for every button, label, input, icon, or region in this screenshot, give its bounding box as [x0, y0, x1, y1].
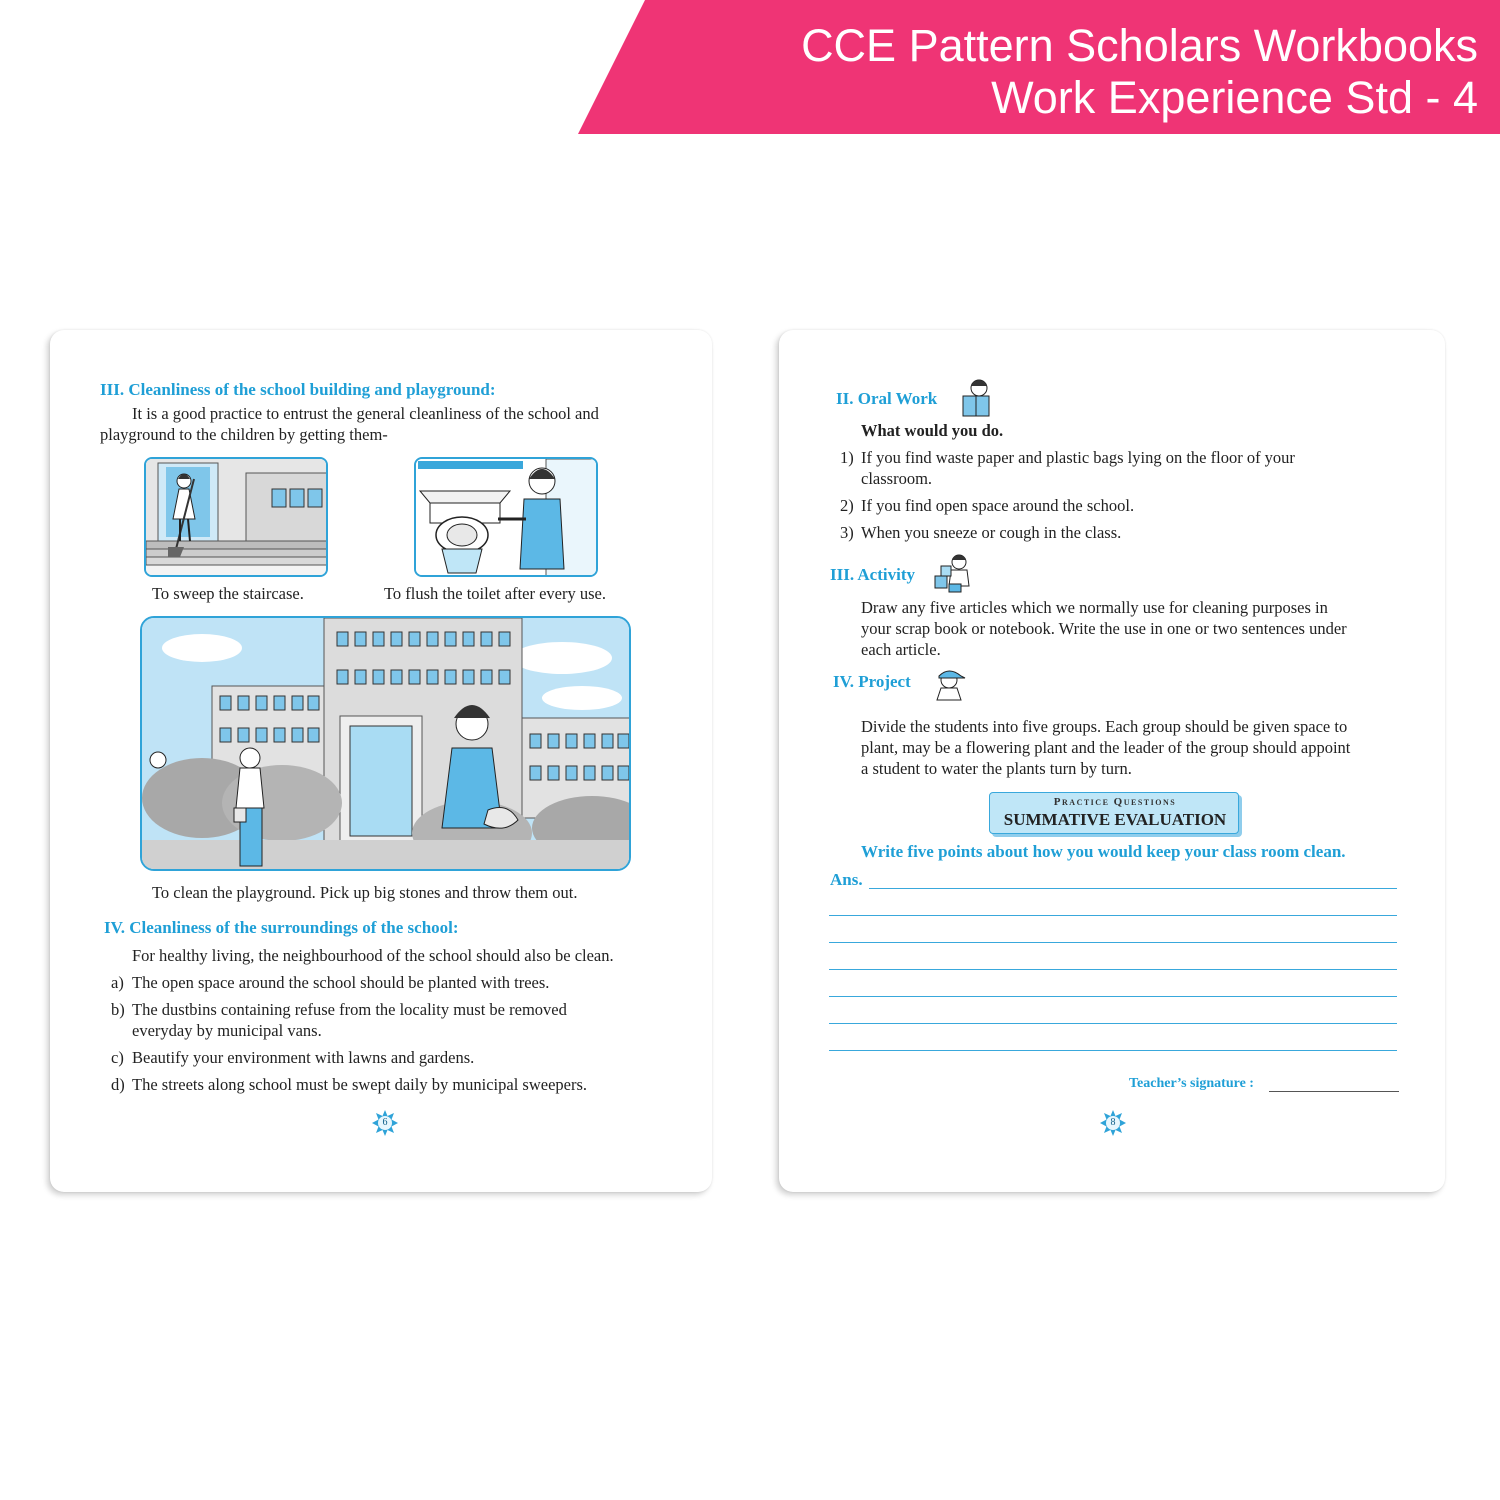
- list-marker-c: c): [111, 1048, 124, 1067]
- answer-line-3[interactable]: [829, 942, 1397, 943]
- oral-item-2: If you find open space around the school.: [861, 496, 1135, 515]
- answer-line-7[interactable]: [829, 1050, 1397, 1051]
- list-item-b-line-1: The dustbins containing refuse from the locality must be removed: [132, 1000, 567, 1019]
- activity-line-2: your scrap book or notebook. Write the use in one or two sentences under: [861, 619, 1347, 638]
- clean-playground-illustration: [140, 616, 631, 871]
- oral-item-1-line-1: If you find waste paper and plastic bags lying on the floor of your: [861, 448, 1295, 467]
- list-marker-d: d): [111, 1075, 125, 1094]
- ans-label: Ans.: [830, 870, 863, 889]
- project-line-1: Divide the students into five groups. Each group should be given space to: [861, 717, 1348, 736]
- activity-heading: III. Activity: [830, 565, 915, 584]
- caption-flush-toilet: To flush the toilet after every use.: [384, 584, 606, 603]
- answer-line-2[interactable]: [829, 915, 1397, 916]
- sweep-staircase-illustration: [144, 457, 328, 577]
- practice-questions-banner: [989, 792, 1239, 834]
- summative-evaluation-label: SUMMATIVE EVALUATION: [1003, 810, 1227, 829]
- oral-work-boy-icon: [959, 378, 995, 418]
- page-number: 8: [1110, 1117, 1116, 1128]
- answer-line-6[interactable]: [829, 1023, 1397, 1024]
- banner-title-line-2: Work Experience Std - 4: [991, 72, 1478, 123]
- answer-line-5[interactable]: [829, 996, 1397, 997]
- project-child-icon: [933, 668, 967, 702]
- section-4-intro: For healthy living, the neighbourhood of the school should also be clean.: [132, 946, 614, 965]
- right-page: [779, 330, 1445, 1192]
- teacher-signature-line[interactable]: [1269, 1091, 1399, 1092]
- activity-line-1: Draw any five articles which we normally use for cleaning purposes in: [861, 598, 1328, 617]
- oral-item-3: When you sneeze or cough in the class.: [861, 523, 1122, 542]
- oral-item-1-line-2: classroom.: [861, 469, 933, 488]
- project-line-2: plant, may be a flowering plant and the leader of the group should appoint: [861, 738, 1351, 757]
- flush-toilet-illustration: [414, 457, 598, 577]
- teacher-signature-label: Teacher’s signature :: [1129, 1076, 1254, 1091]
- section-4-heading: IV. Cleanliness of the surroundings of the school:: [104, 918, 459, 937]
- oral-marker-1: 1): [840, 448, 854, 467]
- answer-line-4[interactable]: [829, 969, 1397, 970]
- banner-title-line-1: CCE Pattern Scholars Workbooks: [801, 20, 1478, 71]
- answer-line-1[interactable]: [869, 888, 1397, 889]
- page-number-badge: [372, 1110, 398, 1136]
- caption-clean-playground: To clean the playground. Pick up big stones and throw them out.: [152, 883, 578, 902]
- summative-question: Write five points about how you would keep your class room clean.: [861, 842, 1346, 861]
- project-heading: IV. Project: [833, 672, 911, 691]
- project-line-3: a student to water the plants turn by turn.: [861, 759, 1132, 778]
- page-number-badge: [1100, 1110, 1126, 1136]
- list-item-b-line-2: everyday by municipal vans.: [132, 1021, 322, 1040]
- list-item-d: The streets along school must be swept daily by municipal sweepers.: [132, 1075, 588, 1094]
- section-3-intro-line-1: It is a good practice to entrust the general cleanliness of the school and: [132, 404, 599, 423]
- activity-line-3: each article.: [861, 640, 941, 659]
- activity-child-icon: [933, 552, 973, 594]
- section-3-intro-line-2: playground to the children by getting them-: [100, 425, 388, 444]
- page-number: 6: [382, 1117, 388, 1128]
- list-item-c: Beautify your environment with lawns and gardens.: [132, 1048, 475, 1067]
- practice-questions-label: Practice Questions: [1053, 796, 1177, 808]
- left-page: [50, 330, 712, 1192]
- oral-work-heading: II. Oral Work: [836, 389, 938, 408]
- oral-marker-2: 2): [840, 496, 854, 515]
- list-marker-b: b): [111, 1000, 125, 1019]
- section-3-heading: III. Cleanliness of the school building and playground:: [100, 380, 496, 399]
- list-item-a: The open space around the school should be planted with trees.: [132, 973, 550, 992]
- oral-work-question: What would you do.: [861, 421, 1004, 440]
- caption-sweep-staircase: To sweep the staircase.: [152, 584, 304, 603]
- list-marker-a: a): [111, 973, 124, 992]
- oral-marker-3: 3): [840, 523, 854, 542]
- title-banner: [0, 0, 1500, 140]
